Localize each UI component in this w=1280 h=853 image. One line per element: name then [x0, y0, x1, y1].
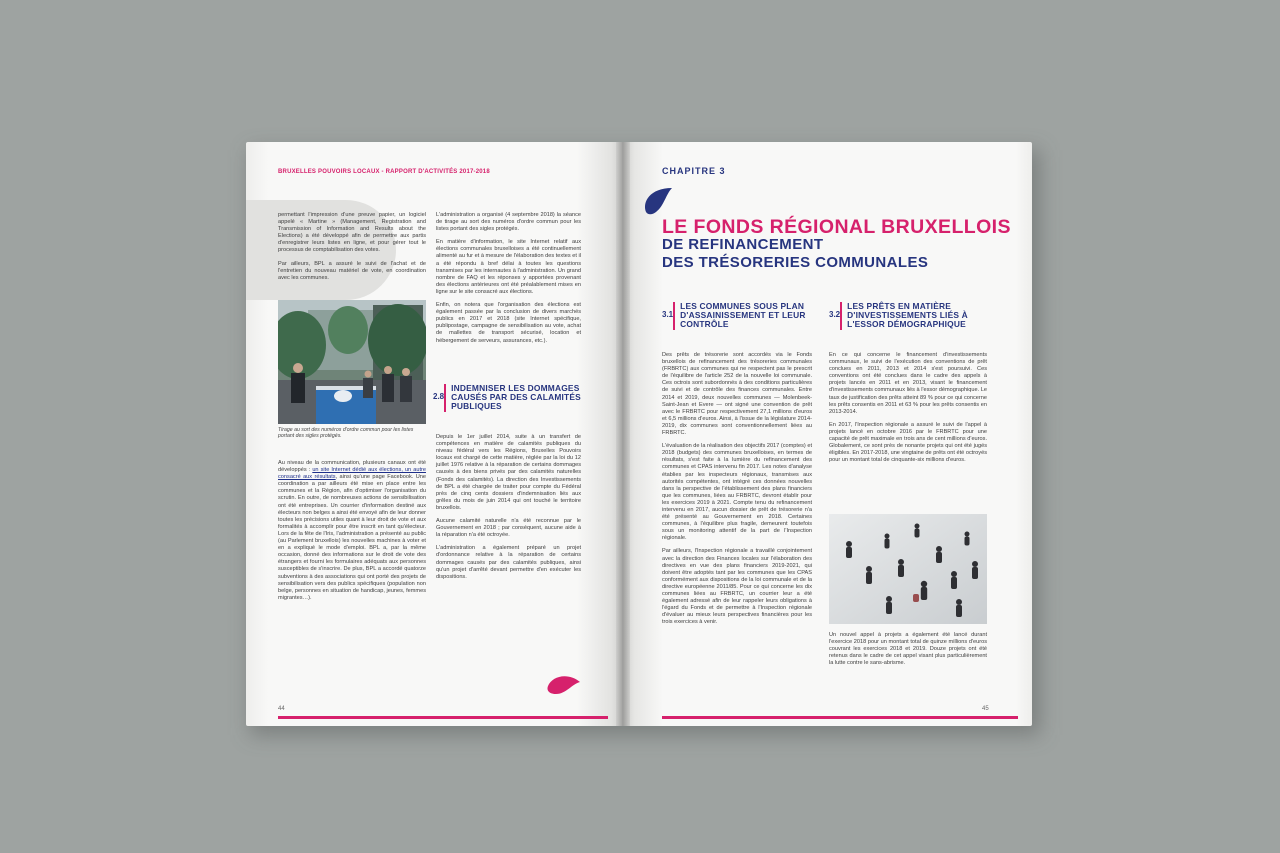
section-title: LES COMMUNES SOUS PLAN D'ASSAINISSEMENT ET LEUR CONTRÔLE — [680, 301, 806, 330]
left-column-intro — [278, 212, 426, 288]
crowd-photo — [829, 514, 987, 624]
right-column-bottom — [436, 434, 581, 587]
fund-right-column-bottom — [829, 632, 987, 673]
section-title: LES PRÊTS EN MATIÈRE D'INVESTISSEMENTS LIÉS À L'ESSOR DÉMOGRAPHIQUE — [847, 301, 968, 330]
subtitle-line-2: DES TRÉSORERIES COMMUNALES — [662, 254, 929, 271]
communication-text: Au niveau de la communication, plusieurs canaux ont été développés : — [278, 460, 426, 474]
election-draw-photo — [278, 300, 426, 424]
fund-right-column — [829, 352, 987, 470]
bottom-rule — [662, 716, 1018, 719]
investment-paragraph: En ce qui concerne le financement d'investissements communaux, le suivi de l'exécution des conventions de prêt conclues en 2011, 2013 et 2014 s'est poursuivi. Ces conventions ont été conclues dans le cadre des appels à projets lancés en 2011 et en 2013, visant le financement d'investissements communaux liés à l'essor démographique. Le taux de justification des prêts atteint 89 % pour ce qui concerne les prêts consentis en 2011 et 63 % pour les prêts consentis en 2013-2014. — [829, 352, 987, 415]
navy-drop-icon — [642, 186, 674, 216]
left-page — [246, 142, 622, 726]
running-head: BRUXELLES POUVOIRS LOCAUX - RAPPORT D'ACTIVITÉS 2017-2018 — [278, 169, 490, 175]
chapter-label: CHAPITRE 3 — [662, 166, 726, 176]
photo-caption: Tirage au sort des numéros d'ordre commun pour les listes portant des sigles protégés. — [278, 427, 414, 440]
fund-left-column — [662, 352, 812, 632]
section-number: 3.2 — [829, 302, 842, 330]
calamities-paragraph: Depuis le 1er juillet 2014, suite à un transfert de compétences en matière de calamités publiques du niveau fédéral vers les Régions, Bruxelles Pouvoirs locaux est chargé de cette matière, réglée par la loi du 12 juillet 1976 relative à la réparation de certains dommages causés à des biens privés par des calamités naturelles (Fonds des calamités). La direction des Investissements de BPL a été chargée de traiter pour compte du Fédéral près de cinq cents dossiers d'indemnisation liés aux grêles du mois de juin 2014 qui ont touché le territoire bruxellois. — [436, 434, 581, 511]
elections-site-link[interactable]: un site Internet dédié aux élections, un autre consacré aux résultats — [278, 467, 426, 481]
section-number: 3.1 — [662, 302, 675, 330]
no-calamity-paragraph: Aucune calamité naturelle n'a été reconnue par le Gouvernement en 2018 ; par conséquent, aucune aide à la réparation n'a été octroyée. — [436, 518, 581, 539]
right-column-top — [436, 212, 581, 351]
bottom-rule — [278, 716, 608, 719]
new-call-paragraph: Un nouvel appel à projets a également été lancé durant l'exercice 2018 pour un montant total de quinze millions d'euros couvrant les exercices 2018 et 2019. Douze projets ont été retenus dans le cadre de cet appel visant plus particulièrement la lutte contre le sans-abrisme. — [829, 632, 987, 667]
right-page — [622, 142, 1032, 726]
section-title: INDEMNISER LES DOMMAGES CAUSÉS PAR DES CALAMITÉS PUBLIQUES — [451, 383, 581, 412]
public-markets-paragraph: Enfin, on notera que l'organisation des élections est également passée par la conclusion de divers marchés publics en 2017 et 2018 (site Internet spécifique, publipostage, campagne de sensibilisation au vote, achat de mallettes de transport sécurisé, location et hébergement de serveurs, assurances, etc.). — [436, 302, 581, 344]
section-3-1-heading — [662, 302, 810, 330]
treasury-loans-paragraph: Des prêts de trésorerie sont accordés via le Fonds bruxellois de refinancement des trésoreries communales (FRBRTC) aux communes qui ne respectent pas le prescrit de l'équilibre de l'article 252 de la nouvelle loi communale. Ces octrois sont subordonnés à des conditions particulières de suivi et de contrôle des finances communales. Entre 2014 et 2019, deux nouvelles communes — Molenbeek-Saint-Jean et Evere — ont signé une convention de prêt avec le FRBRTC pour respectivement 27,1 millions d'euros et 6,5 millions d'euros. Ainsi, à l'issue de la législature 2014-2019, dix communes sont conventionnellement liées au FRBRTC. — [662, 352, 812, 437]
open-brochure — [246, 142, 1032, 726]
communication-text-2: , ainsi qu'une page Facebook. Une coordination a par ailleurs été mise en place entre les communes et la Région, afin d'optimiser l'organisation du scrutin. En outre, de nombreuses actions de sensibilisation ont été entreprises. Un courrier d'information destiné aux électeurs non belges a ainsi été envoyé afin de leur donner toutes les précisions utiles quant à leur droit de vote et aux formalités à accomplir pour être inscrit en tant qu'électeur. Lors de la fête de l'Iris, l'administration a présenté au public (au Parlement bruxellois) les nouvelles machines à voter et en a expliqué le mode d'emploi. BPL a, par la même occasion, donné des informations sur le droit de vote des étrangers et fourni les formulaires adéquats aux personnes susceptibles de s'inscrire. De plus, BPL a accordé quatorze subventions à des associations qui ont porté des projets de sensibilisation vers des publics spécifiques (population non belge, personnes en situation de handicap, jeunes, femmes migrantes…). — [278, 474, 426, 601]
intro-paragraph: permettant l'impression d'une preuve papier, un logiciel appelé « Martine » (Management, Registration and Transmission of Information and Results about the Elections) a été développé afin de permettre aux partis d'enregistrer leurs listes en ligne, et pour gérer tout le processus de comptabilisation des votes. — [278, 212, 426, 254]
section-2-8-heading — [433, 384, 581, 412]
chapter-title: LE FONDS RÉGIONAL BRUXELLOIS — [662, 216, 1011, 238]
evaluation-paragraph: L'évaluation de la réalisation des objectifs 2017 (comptes) et 2018 (budgets) des communes bruxelloises, en termes de résultats, s'est faite à la lumière du refinancement des communes et CPAS intervenu fin 2017. Les notes d'analyse établies par les inspecteurs régionaux, transmises aux autorités compétentes, ont intégré ces données nouvelles dans la perspective de l'établissement des plans financiers que les communes, liées au FRBRTC, devront établir pour les exercices 2019 à 2021. Compte tenu du refinancement intervenu en 2017, aucun dossier de prêt de trésorerie n'a été présenté au Gouvernement en 2018. Certaines communes, à l'équilibre plus fragile, demeurent toutefois sous un monitoring attentif de la part de l'Inspection régionale. — [662, 443, 812, 542]
page-number-right: 45 — [982, 706, 989, 712]
pink-drop-icon — [546, 674, 582, 696]
directives-paragraph: Par ailleurs, l'Inspection régionale a travaillé conjointement avec la direction des Finances locales sur l'élaboration des directives en vue des plans financiers 2019-2021, qui doivent être adoptés tant par les communes que les CPAS conformément aux dispositions de la loi communale et de la directive européenne 2011/85. Pour ce qui concerne les dix communes liées au FRBRTC, un courrier leur a été également adressé afin de leur rappeler leurs obligations à l'égard du Fonds et de permettre à l'Inspection régionale d'évaluer au mieux leurs perspectives financières pour les trois exercices à venir. — [662, 548, 812, 626]
ordinance-paragraph: L'administration a également préparé un projet d'ordonnance relative à la réparation de certains dommages causés par des calamités publiques, ainsi qu'un projet d'arrêté devant permettre d'en exécuter les dispositions. — [436, 545, 581, 580]
intro-paragraph-2: Par ailleurs, BPL a assuré le suivi de l'achat et de l'entretien du nouveau matériel de vote, en coordination avec les communes. — [278, 260, 426, 281]
left-column-body — [278, 460, 426, 608]
call-for-projects-paragraph: En 2017, l'Inspection régionale a assuré le suivi de l'appel à projets lancé en octobre 2016 par le FRBRTC pour une capacité de prêt maximale en trois ans de cent millions d'euros. Globalement, ce sont près de nonante projets qui ont été jugés éligibles. En 2017-2018, une vingtaine de prêts ont été octroyés pour un montant total de cinquante-six millions d'euros. — [829, 421, 987, 464]
subtitle-line-1: DE REFINANCEMENT — [662, 236, 824, 253]
book-spine — [616, 142, 630, 726]
information-paragraph: En matière d'information, le site Internet relatif aux élections communales bruxelloises a été continuellement alimenté au fur et à mesure de l'élaboration des textes et il a été répondu à bref délai à toutes les questions transmises par les internautes à l'administration. Un grand nombre de FAQ et les réponses y apportées provenant des élections antérieures ont été préalablement mises en ligne sur le site consacré aux élections. — [436, 239, 581, 295]
section-number: 2.8 — [433, 384, 446, 412]
section-3-2-heading — [829, 302, 989, 330]
page-number-left: 44 — [278, 706, 285, 712]
chapter-subtitle — [662, 236, 928, 272]
draw-paragraph: L'administration a organisé (4 septembre 2018) la séance de tirage au sort des numéros d'ordre commun pour les listes portant des sigles protégés. — [436, 212, 581, 233]
